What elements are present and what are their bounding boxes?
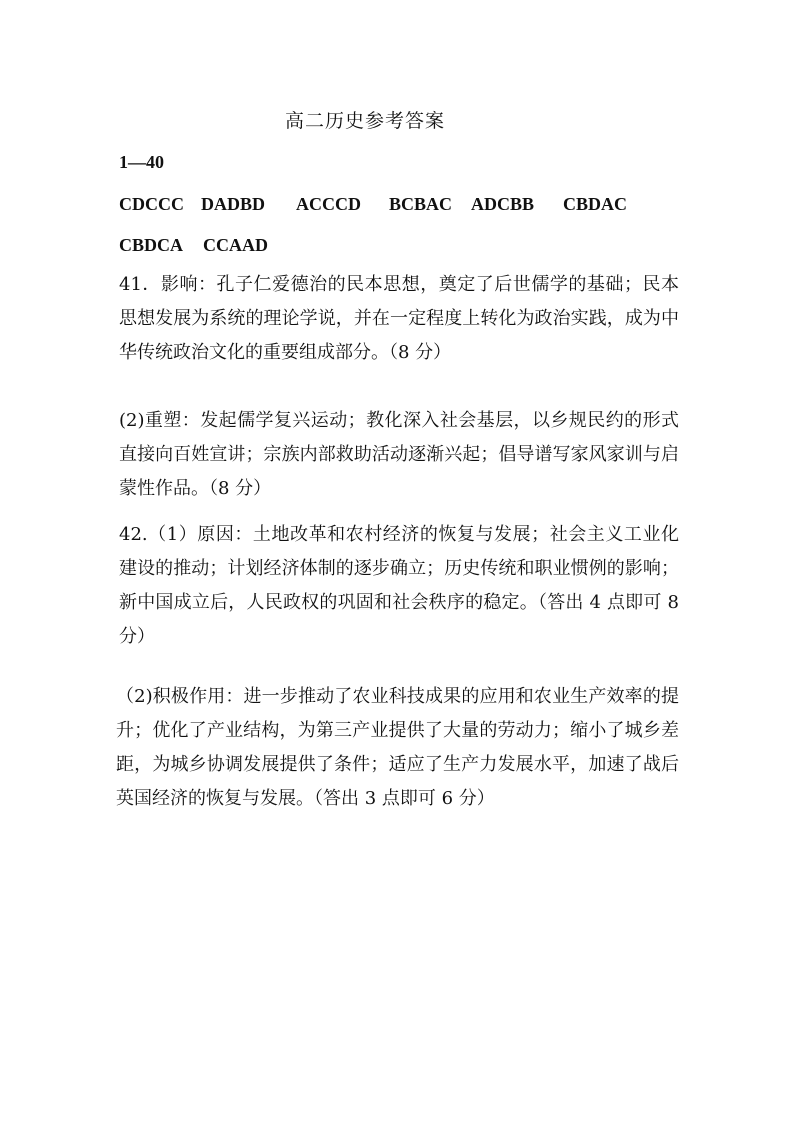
question-42-part-2: （2)积极作用：进一步推动了农业科技成果的应用和农业生产效率的提升；优化了产业结构，为第三产业提供了大量的劳动力；缩小了城乡差距，为城乡协调发展提供了条件；适应了生产力发展水平，加速了战后英国经济的恢复与发展。（答出 3 点即可 6 分） (116, 686, 679, 809)
answer-group: BCBAC (389, 194, 453, 214)
answer-range-label: 1—40 (119, 152, 164, 172)
question-42-part-1: 42.（1）原因：土地改革和农村经济的恢复与发展；社会主义工业化建设的推动；计划经济体制的逐步确立；历史传统和职业惯例的影响；新中国成立后，人民政权的巩固和社会秩序的稳定。（答出 4 点即可 8 分） (119, 524, 679, 647)
document-title: 高二历史参考答案 (284, 110, 445, 132)
answer-group: CBDCA (119, 235, 184, 255)
answer-group: ACCCD (296, 194, 361, 214)
answer-group: DADBD (201, 194, 266, 214)
question-41-part-1: 41．影响：孔子仁爱德治的民本思想，奠定了后世儒学的基础；民本思想发展为系统的理论学说，并在一定程度上转化为政治实践，成为中华传统政治文化的重要组成部分。（8 分） (119, 274, 679, 363)
answer-group: ADCBB (471, 194, 535, 214)
question-41-part-2: (2)重塑：发起儒学复兴运动；教化深入社会基层，以乡规民约的形式直接向百姓宣讲；宗族内部救助活动逐渐兴起；倡导谱写家风家训与启蒙性作品。（8 分） (119, 410, 679, 499)
answer-group: CBDAC (563, 194, 628, 214)
answer-group: CCAAD (203, 235, 268, 255)
answer-group: CDCCC (119, 194, 184, 214)
